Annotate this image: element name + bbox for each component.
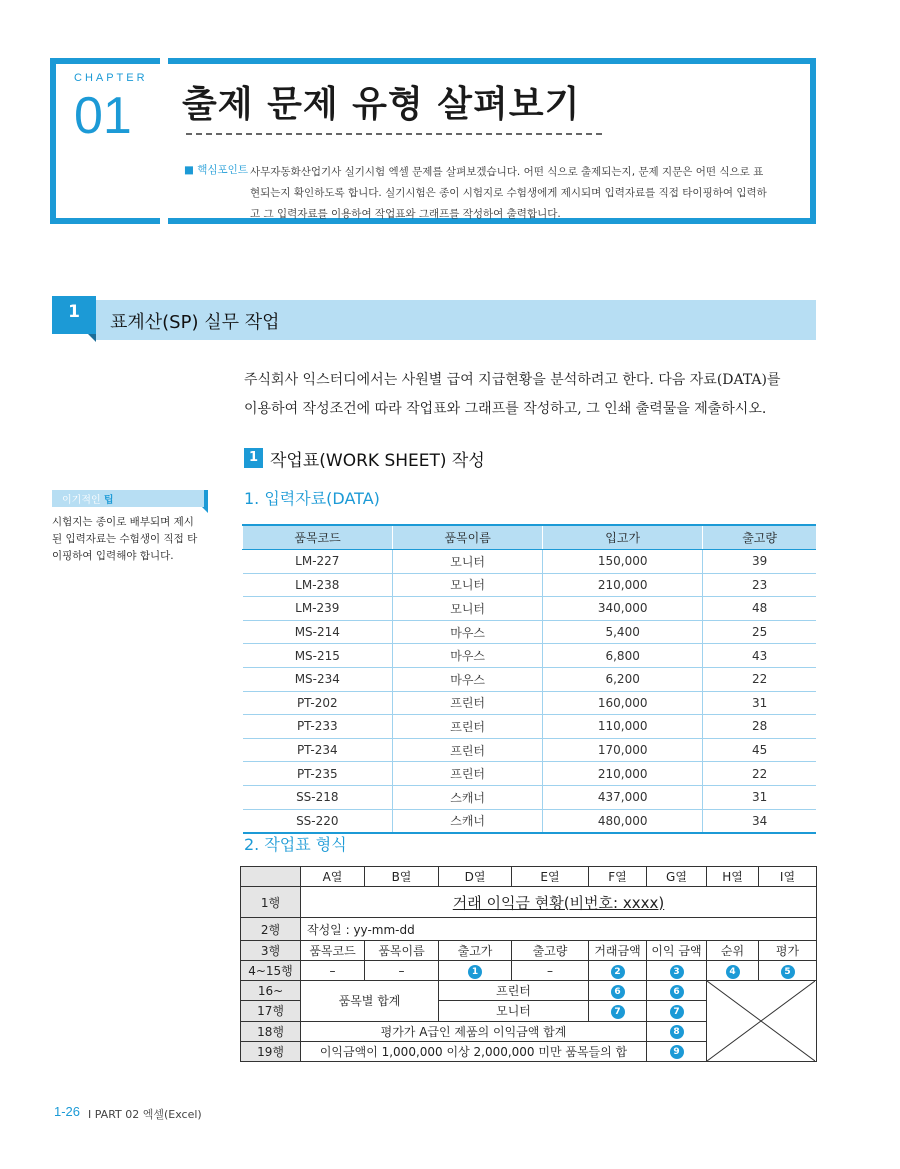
table-cell: 150,000 — [543, 550, 703, 574]
table-cell: PT-202 — [243, 691, 393, 715]
table-cell: PT-234 — [243, 738, 393, 762]
form-row-1 — [241, 887, 817, 918]
col-label: D열 — [439, 867, 512, 887]
form-row-3 — [241, 941, 817, 961]
table-row — [243, 597, 817, 621]
row-label: 2행 — [241, 918, 301, 941]
table-cell: 31 — [703, 691, 816, 715]
marker-7: 7 — [611, 1005, 625, 1019]
table-cell: 모니터 — [393, 597, 543, 621]
tip-label — [62, 491, 114, 506]
key-point-label: ■ 핵심포인트 — [184, 164, 248, 176]
table-cell: MS-215 — [243, 644, 393, 668]
table-cell: 6,200 — [543, 667, 703, 691]
marker-8: 8 — [670, 1025, 684, 1039]
col-label: H열 — [707, 867, 759, 887]
table-cell: 6,800 — [543, 644, 703, 668]
subsection-number: 1 — [244, 448, 263, 468]
printer-cell: 프린터 — [439, 981, 589, 1001]
cross-icon — [707, 981, 815, 1061]
table-row — [243, 715, 817, 739]
col-label: E열 — [512, 867, 589, 887]
table-cell: LM-238 — [243, 573, 393, 597]
monitor-cell: 모니터 — [439, 1001, 589, 1021]
table-cell: 프린터 — [393, 715, 543, 739]
table-row — [243, 762, 817, 786]
row18-text: 평가가 A급인 제품의 이익금액 합계 — [301, 1021, 647, 1041]
marker-9: 9 — [670, 1045, 684, 1059]
date-cell: 작성일 : yy-mm-dd — [301, 918, 817, 941]
col-label: A열 — [301, 867, 365, 887]
intro-line: 주식회사 익스터디에서는 사원별 급여 지급현황을 분석하려고 한다. 다음 자료(DATA)를 — [244, 372, 781, 388]
empty-cross-cell — [707, 981, 817, 1062]
intro-line: 이용하여 작성조건에 따라 작업표와 그래프를 작성하고, 그 인쇄 출력물을 제출하시오. — [244, 401, 767, 417]
col-label: G열 — [647, 867, 707, 887]
table-cell: 110,000 — [543, 715, 703, 739]
title-underline — [186, 133, 602, 135]
table-cell: 160,000 — [543, 691, 703, 715]
table-cell: 43 — [703, 644, 816, 668]
data-table — [242, 524, 816, 834]
tip-label-b: 팁 — [103, 495, 114, 506]
dash-cell: – — [301, 961, 365, 981]
header-cell: 품목코드 — [301, 941, 365, 961]
table-cell: 프린터 — [393, 691, 543, 715]
header-cell: 평가 — [759, 941, 817, 961]
table-cell: 31 — [703, 785, 816, 809]
table-cell: 34 — [703, 809, 816, 833]
intro-paragraph — [244, 366, 824, 424]
marker-1: 1 — [468, 965, 482, 979]
header-cell: 이익 금액 — [647, 941, 707, 961]
table-row — [243, 785, 817, 809]
form-heading: 2. 작업표 형식 — [244, 835, 347, 854]
table-cell: 마우스 — [393, 620, 543, 644]
key-point-line: 고 그 입력자료를 이용하여 작업표와 그래프를 작성하여 출력합니다. — [250, 208, 561, 220]
form-table — [240, 866, 817, 1062]
table-cell: 210,000 — [543, 573, 703, 597]
table-cell: PT-233 — [243, 715, 393, 739]
tip-line: 이핑하여 입력해야 합니다. — [52, 550, 174, 562]
form-row-2 — [241, 918, 817, 941]
row-label: 19행 — [241, 1041, 301, 1061]
col-label: B열 — [365, 867, 439, 887]
report-title: 거래 이익금 현황(비번호: xxxx) — [301, 887, 817, 918]
table-cell: 45 — [703, 738, 816, 762]
section-title: 표계산(SP) 실무 작업 — [110, 312, 280, 333]
table-cell: 39 — [703, 550, 816, 574]
row-label: 1행 — [241, 887, 301, 918]
section-shadow — [88, 334, 96, 342]
table-cell: 22 — [703, 667, 816, 691]
col-label: F열 — [589, 867, 647, 887]
table-cell: MS-234 — [243, 667, 393, 691]
col-header: 품목코드 — [243, 525, 393, 550]
row-label: 3행 — [241, 941, 301, 961]
key-point-text — [250, 162, 790, 225]
table-cell: 22 — [703, 762, 816, 786]
section-number: 1 — [52, 296, 96, 334]
table-cell: 23 — [703, 573, 816, 597]
table-cell: 마우스 — [393, 667, 543, 691]
table-cell: PT-235 — [243, 762, 393, 786]
table-cell: 25 — [703, 620, 816, 644]
row19-text: 이익금액이 1,000,000 이상 2,000,000 미만 품목들의 합 — [301, 1041, 647, 1061]
marker-2: 2 — [611, 965, 625, 979]
table-cell: 스캐너 — [393, 809, 543, 833]
col-header: 입고가 — [543, 525, 703, 550]
table-row — [243, 738, 817, 762]
dash-cell: – — [365, 961, 439, 981]
row-label: 17행 — [241, 1001, 301, 1021]
table-cell: 437,000 — [543, 785, 703, 809]
tip-line: 시험지는 종이로 배부되며 제시 — [52, 516, 194, 528]
table-cell: 마우스 — [393, 644, 543, 668]
marker-3: 3 — [670, 965, 684, 979]
form-col-header-row — [241, 867, 817, 887]
chapter-number: 01 — [74, 87, 132, 145]
corner-cell — [241, 867, 301, 887]
table-cell: 스캐너 — [393, 785, 543, 809]
table-cell: 340,000 — [543, 597, 703, 621]
table-cell: 480,000 — [543, 809, 703, 833]
table-cell: 모니터 — [393, 573, 543, 597]
table-cell: LM-239 — [243, 597, 393, 621]
table-cell: 5,400 — [543, 620, 703, 644]
table-cell: SS-220 — [243, 809, 393, 833]
row-label: 18행 — [241, 1021, 301, 1041]
table-row — [243, 550, 817, 574]
table-cell: 28 — [703, 715, 816, 739]
marker-5: 5 — [781, 965, 795, 979]
table-cell: LM-227 — [243, 550, 393, 574]
tip-corner — [202, 507, 208, 513]
col-label: I열 — [759, 867, 817, 887]
table-cell: 170,000 — [543, 738, 703, 762]
key-point-line: 사무자동화산업기사 실기시험 엑셀 문제를 살펴보겠습니다. 어떤 식으로 출제되는지, 문제 지문은 어떤 식으로 표 — [250, 166, 764, 178]
form-row-16 — [241, 981, 817, 1001]
marker-4: 4 — [726, 965, 740, 979]
table-cell: 프린터 — [393, 762, 543, 786]
header-cell: 품목이름 — [365, 941, 439, 961]
key-point-line: 현되는지 확인하도록 합니다. 실기시험은 종이 시험지로 수험생에게 제시되며 입력자료를 직접 타이핑하여 입력하 — [250, 187, 767, 199]
tip-line: 된 입력자료는 수험생이 직접 타 — [52, 533, 198, 545]
table-cell: 210,000 — [543, 762, 703, 786]
row-label: 4~15행 — [241, 961, 301, 981]
marker-6: 6 — [670, 985, 684, 999]
table-row — [243, 809, 817, 833]
page-number: 1-26 — [54, 1104, 81, 1119]
header-cell: 출고가 — [439, 941, 512, 961]
table-cell: SS-218 — [243, 785, 393, 809]
subsection-title: 작업표(WORK SHEET) 작성 — [270, 451, 485, 471]
table-cell: MS-214 — [243, 620, 393, 644]
form-row-4-15 — [241, 961, 817, 981]
data-table-header-row — [243, 525, 817, 550]
sum-label: 품목별 합계 — [301, 981, 439, 1022]
marker-6: 6 — [611, 985, 625, 999]
chapter-title: 출제 문제 유형 살펴보기 — [182, 84, 581, 125]
table-row — [243, 667, 817, 691]
part-label: I PART 02 엑셀(Excel) — [88, 1108, 202, 1121]
row-label: 16~ — [241, 981, 301, 1001]
table-cell: 모니터 — [393, 550, 543, 574]
dash-cell: – — [512, 961, 589, 981]
col-header: 출고량 — [703, 525, 816, 550]
header-cell: 순위 — [707, 941, 759, 961]
col-header: 품목이름 — [393, 525, 543, 550]
marker-7: 7 — [670, 1005, 684, 1019]
data-heading: 1. 입력자료(DATA) — [244, 489, 380, 508]
tip-label-a: 이기적인 — [62, 495, 104, 506]
table-row — [243, 644, 817, 668]
tip-text — [52, 514, 210, 565]
header-cell: 거래금액 — [589, 941, 647, 961]
table-row — [243, 573, 817, 597]
table-cell: 48 — [703, 597, 816, 621]
table-row — [243, 691, 817, 715]
header-cell: 출고량 — [512, 941, 589, 961]
table-row — [243, 620, 817, 644]
table-cell: 프린터 — [393, 738, 543, 762]
chapter-label: CHAPTER — [74, 72, 148, 84]
